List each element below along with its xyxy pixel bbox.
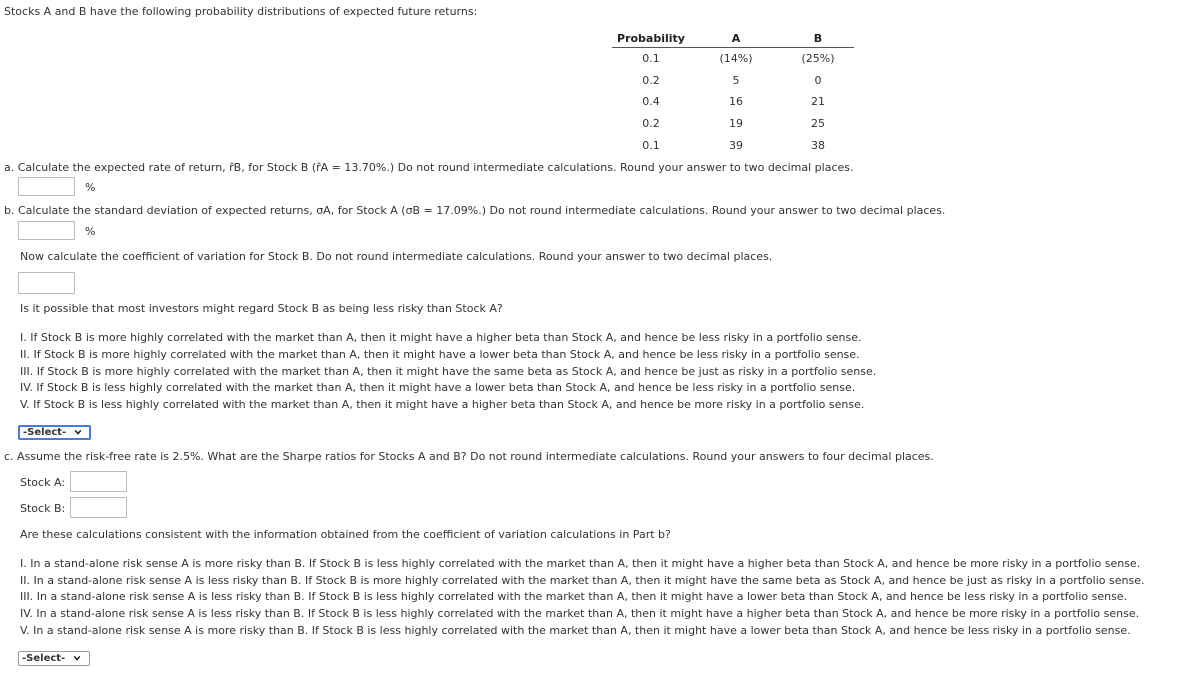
probability-table	[612, 30, 854, 156]
list-item: III. In a stand-alone risk sense A is less risky than B. If Stock B is less highly correlated with the market than A, then it might have a lower beta than Stock A, and hence be less risky in a portfolio sense.	[20, 590, 1128, 603]
cell-return-b: 25	[811, 117, 825, 131]
cell-return-a: 19	[729, 117, 743, 131]
stock-b-label: Stock B:	[20, 502, 66, 515]
table-row	[612, 70, 854, 92]
chevron-down-icon	[74, 428, 82, 436]
header-stock-b: B	[782, 30, 854, 48]
cell-probability: 0.4	[642, 95, 660, 109]
table-row	[612, 134, 854, 156]
select-label: -Select-	[23, 427, 67, 438]
select-label: -Select-	[22, 653, 66, 664]
percent-unit: %	[85, 225, 96, 238]
list-item: III. If Stock B is more highly correlated with the market than A, then it might have the same beta as Stock A, and hence be just as risky in a portfolio sense.	[20, 365, 877, 378]
stock-a-label: Stock A:	[20, 476, 65, 489]
sharpe-ratio-a-input[interactable]	[70, 471, 127, 492]
list-item: II. If Stock B is more highly correlated with the market than A, then it might have a lower beta than Stock A, and hence be less risky in a portfolio sense.	[20, 348, 860, 361]
expected-return-b-input[interactable]	[18, 177, 75, 196]
cell-probability: 0.1	[642, 138, 660, 152]
cell-probability: 0.2	[642, 73, 660, 87]
part-b-select-dropdown[interactable]	[18, 425, 91, 440]
cell-probability: 0.2	[642, 117, 660, 131]
cell-probability: 0.1	[642, 52, 660, 66]
cell-return-b: 0	[814, 73, 822, 87]
part-c-question: c. Assume the risk-free rate is 2.5%. What are the Sharpe ratios for Stocks A and B? Do not round intermediate calculations. Round your answers to four decimal places.	[4, 450, 934, 463]
cell-return-a: (14%)	[719, 52, 753, 66]
list-item: IV. If Stock B is less highly correlated with the market than A, then it might have a lower beta than Stock A, and hence be less risky in a portfolio sense.	[20, 381, 856, 394]
risk-question: Is it possible that most investors might regard Stock B as being less risky than Stock A?	[20, 302, 503, 315]
cell-return-a: 16	[729, 95, 743, 109]
cell-return-b: (25%)	[801, 52, 835, 66]
intro-text: Stocks A and B have the following probability distributions of expected future returns:	[4, 5, 478, 18]
std-dev-a-input[interactable]	[18, 221, 75, 240]
consistency-question: Are these calculations consistent with the information obtained from the coefficient of variation calculations in Part b?	[20, 528, 671, 541]
list-item: I. In a stand-alone risk sense A is more risky than B. If Stock B is less highly correlated with the market than A, then it might have a higher beta than Stock A, and hence be more risky in a portfolio sense.	[20, 557, 1141, 570]
list-item: V. In a stand-alone risk sense A is more risky than B. If Stock B is less highly correlated with the market than A, then it might have a lower beta than Stock A, and hence be less risky in a portfolio sense.	[20, 624, 1131, 637]
table-row	[612, 91, 854, 113]
table-header-row	[612, 30, 854, 48]
list-item: II. In a stand-alone risk sense A is less risky than B. If Stock B is more highly correlated with the market than A, then it might have the same beta as Stock A, and hence be just as risky in a portfolio sense.	[20, 574, 1145, 587]
percent-unit: %	[85, 181, 96, 194]
coefficient-of-variation-input[interactable]	[18, 272, 75, 294]
part-c-select-dropdown[interactable]	[18, 651, 90, 666]
list-item: IV. In a stand-alone risk sense A is less risky than B. If Stock B is less highly correlated with the market than A, then it might have a higher beta than Stock A, and hence be more risky in a portfolio sense.	[20, 607, 1140, 620]
cell-return-b: 21	[811, 95, 825, 109]
cv-question: Now calculate the coefficient of variation for Stock B. Do not round intermediate calculations. Round your answer to two decimal places.	[20, 250, 773, 263]
list-item: I. If Stock B is more highly correlated with the market than A, then it might have a higher beta than Stock A, and hence be less risky in a portfolio sense.	[20, 331, 862, 344]
header-probability: Probability	[612, 30, 690, 48]
list-item: V. If Stock B is less highly correlated with the market than A, then it might have a higher beta than Stock A, and hence be more risky in a portfolio sense.	[20, 398, 865, 411]
table-row	[612, 113, 854, 135]
part-a-question: a. Calculate the expected rate of return, r̂B, for Stock B (r̂A = 13.70%.) Do not round intermediate calculations. Round your answer to two decimal places.	[4, 161, 854, 174]
header-stock-a: A	[690, 30, 782, 48]
cell-return-a: 5	[732, 73, 740, 87]
table-row	[612, 48, 854, 70]
cell-return-a: 39	[729, 138, 743, 152]
cell-return-b: 38	[811, 138, 825, 152]
sharpe-ratio-b-input[interactable]	[70, 497, 127, 518]
chevron-down-icon	[73, 654, 81, 662]
part-b-question: b. Calculate the standard deviation of expected returns, σA, for Stock A (σB = 17.09%.) Do not round intermediate calculations. Round your answer to two decimal places.	[4, 204, 946, 217]
